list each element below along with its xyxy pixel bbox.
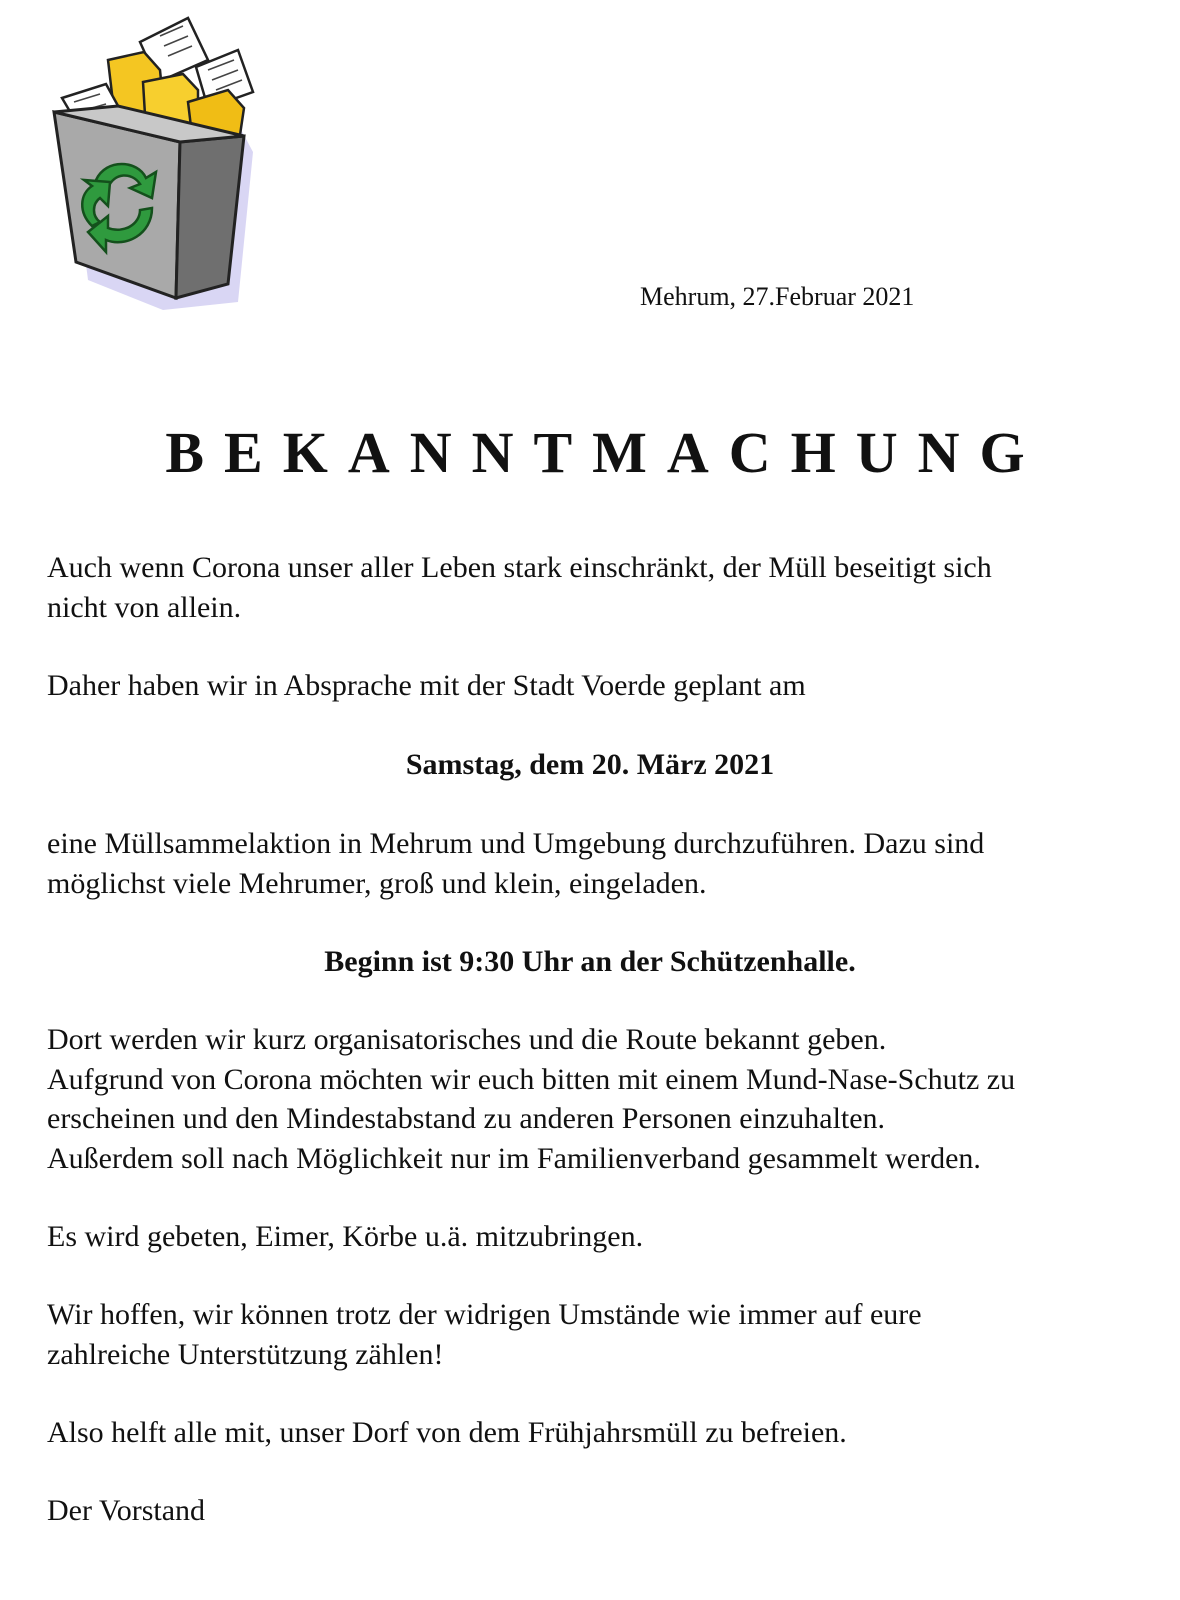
text-line: Aufgrund von Corona möchten wir euch bitten mit einem Mund-Nase-Schutz zu xyxy=(47,1062,1016,1096)
plan-paragraph xyxy=(47,666,1157,706)
intro-paragraph xyxy=(47,548,1157,627)
text-line: nicht von allein. xyxy=(47,590,242,624)
request-paragraph xyxy=(47,1217,1157,1257)
text-line: Daher haben wir in Absprache mit der Stadt Voerde geplant am xyxy=(47,669,806,702)
text-line: Außerdem soll nach Möglichkeit nur im Familienverband gesammelt werden. xyxy=(47,1141,981,1175)
text-line: erscheinen und den Mindestabstand zu anderen Personen einzuhalten. xyxy=(47,1102,886,1135)
action-paragraph xyxy=(47,824,1157,903)
info-paragraph xyxy=(47,1020,1157,1178)
event-date: Samstag, dem 20. März 2021 xyxy=(405,748,775,781)
recycle-bin-icon xyxy=(48,12,268,312)
signature xyxy=(47,1491,1157,1531)
text-line: eine Müllsammelaktion in Mehrum und Umgebung durchzuführen. Dazu sind xyxy=(47,827,985,860)
text-line: Es wird gebeten, Eimer, Körbe u.ä. mitzubringen. xyxy=(47,1220,644,1253)
closing-paragraph xyxy=(47,1413,1157,1453)
hope-paragraph xyxy=(47,1295,1157,1374)
text-line: Wir hoffen, wir können trotz der widrigen Umstände wie immer auf eure xyxy=(47,1298,922,1331)
text-line: Also helft alle mit, unser Dorf von dem Frühjahrsmüll zu befreien. xyxy=(47,1416,847,1449)
start-info: Beginn ist 9:30 Uhr an der Schützenhalle. xyxy=(324,945,856,978)
text-line: zahlreiche Unterstützung zählen! xyxy=(47,1337,444,1371)
date-line: Mehrum, 27.Februar 2021 xyxy=(640,282,915,311)
text-line: möglichst viele Mehrumer, groß und klein, eingeladen. xyxy=(47,866,707,900)
text-line: Dort werden wir kurz organisatorisches und die Route bekannt geben. xyxy=(47,1023,887,1056)
text-line: Auch wenn Corona unser aller Leben stark einschränkt, der Müll beseitigt sich xyxy=(47,551,992,584)
text-line: Der Vorstand xyxy=(47,1494,206,1527)
page-title: BEKANNTMACHUNG xyxy=(165,420,1045,485)
